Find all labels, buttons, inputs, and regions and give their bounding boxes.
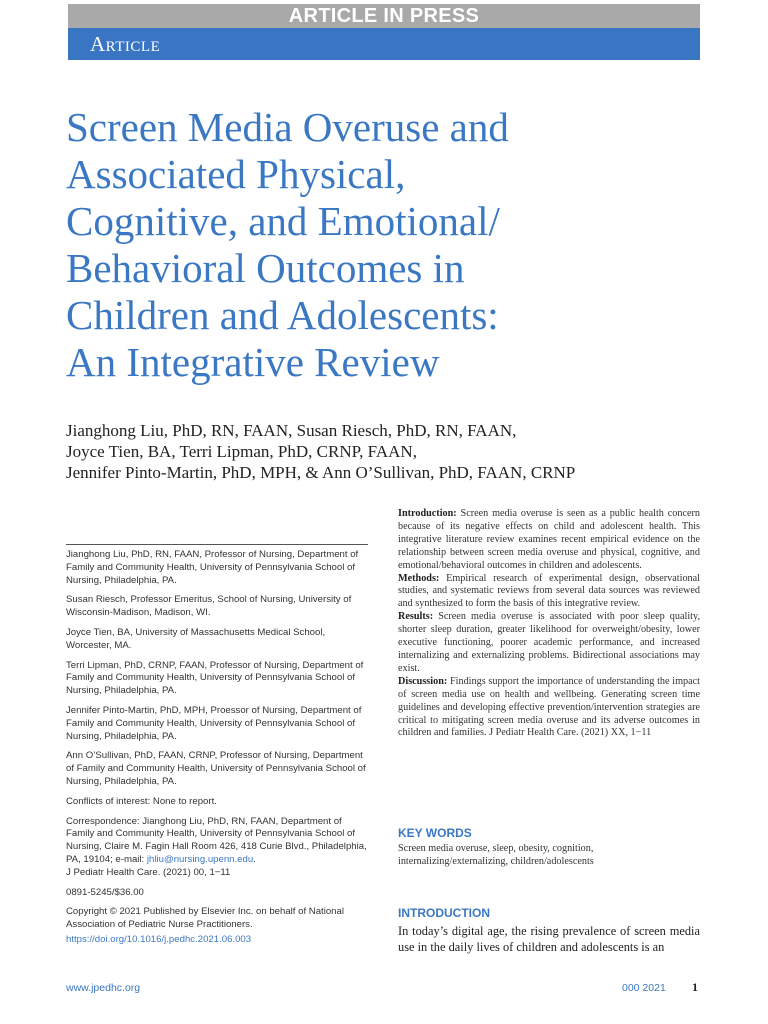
keywords-text: Screen media overuse, sleep, obesity, cognition, internalizing/externalizing, children/adolescents xyxy=(398,843,594,867)
abstract xyxy=(398,508,700,740)
abstract-methods xyxy=(398,573,700,612)
issn: 0891-5245/$36.00 xyxy=(66,886,144,898)
conflicts-note: Conflicts of interest: None to report. xyxy=(66,795,217,807)
title-line: Cognitive, and Emotional/ xyxy=(66,198,500,244)
affiliation: Joyce Tien, BA, University of Massachusetts Medical School, Worcester, MA. xyxy=(66,626,326,651)
title-line: Behavioral Outcomes in xyxy=(66,245,465,291)
correspondence-text: Correspondence: Jianghong Liu, PhD, RN, FAAN, Department of Family and Community Health, University of Pennsylvania School of Nursing, Claire M. Fagin Hall Room 426, 418 Curie Blvd., Philadelphia, PA, 19104; e-mail: xyxy=(66,815,367,865)
abstract-discussion-text: Findings support the importance of understanding the impact of screen media use on health and wellbeing. Generating screen time guidelines and developing effective prevention/intervention strategies are critical to mitigating screen media overuse and its adverse outcomes in children and families. J Pediatr Health Care. (2021) XX, 1−11 xyxy=(398,675,700,739)
press-banner-text: ARTICLE IN PRESS xyxy=(288,5,480,27)
abstract-results-text: Screen media overuse is associated with poor sleep quality, shorter sleep duration, greater likelihood for overweight/obesity, lower executive functioning, poorer academic performance, and increased internalizing and externalizing problems. Bidirectional associations may exist. xyxy=(398,611,700,674)
email-link[interactable]: jhliu@nursing.upenn.edu xyxy=(146,853,254,865)
abstract-results-label: Results: xyxy=(398,611,434,623)
author-line: Jianghong Liu, PhD, RN, FAAN, Susan Riesch, PhD, RN, FAAN, xyxy=(66,421,517,440)
keywords-heading: KEY WORDS xyxy=(398,826,472,840)
issue-date: 000 2021 xyxy=(622,982,666,994)
affiliation: Susan Riesch, Professor Emeritus, School of Nursing, University of Wisconsin-Madison, Madison, WI. xyxy=(66,594,352,619)
title-line: An Integrative Review xyxy=(66,339,440,385)
introduction-text: In today’s digital age, the rising prevalence of screen media use in the daily lives of children and adolescents is an xyxy=(398,924,700,954)
divider xyxy=(66,544,368,545)
author-line: Joyce Tien, BA, Terri Lipman, PhD, CRNP, FAAN, xyxy=(66,442,417,461)
article-in-press-banner xyxy=(68,4,700,28)
affiliation: Terri Lipman, PhD, CRNP, FAAN, Professor of Nursing, Department of Family and Community Health, University of Pennsylvania School of Nursing, Philadelphia, PA. xyxy=(66,659,364,697)
abstract-introduction-text: Screen media overuse is seen as a public health concern because of its negative effects on child and adolescent health. This integrative literature review examines recent empirical evidence on the relationship between screen media overuse and physical, cognitive, and emotional/behavioral outcomes in children and adolescents. xyxy=(398,508,700,571)
page-number: 1 xyxy=(692,980,698,994)
author-notes xyxy=(66,544,372,954)
affiliation: Jianghong Liu, PhD, RN, FAAN, Professor of Nursing, Department of Family and Community Health, University of Pennsylvania School of Nursing, Philadelphia, PA. xyxy=(66,549,359,586)
affiliation: Ann O’Sullivan, PhD, FAAN, CRNP, Professor of Nursing, Department of Family and Community Health, University of Pennsylvania School of Nursing, Philadelphia, PA. xyxy=(66,750,366,787)
abstract-discussion-label: Discussion: xyxy=(398,675,448,687)
author-list xyxy=(66,420,706,483)
affiliation: Jennifer Pinto-Martin, PhD, MPH, Proessor of Nursing, Department of Family and Community Health, University of Pennsylvania School of Nursing, Philadelphia, PA. xyxy=(66,704,362,742)
article-title xyxy=(66,104,686,386)
title-line: Associated Physical, xyxy=(66,151,406,197)
correspondence-end: . xyxy=(253,853,256,865)
journal-citation: J Pediatr Health Care. (2021) 00, 1−11 xyxy=(66,866,231,878)
abstract-introduction-label: Introduction: xyxy=(398,508,457,519)
author-line: Jennifer Pinto-Martin, PhD, MPH, & Ann O’Sullivan, PhD, FAAN, CRNP xyxy=(66,463,576,482)
section-banner xyxy=(68,28,700,60)
correspondence xyxy=(66,816,372,867)
abstract-discussion xyxy=(398,676,700,741)
abstract-results xyxy=(398,611,700,676)
section-label: Article xyxy=(90,32,161,56)
doi-link[interactable]: https://doi.org/10.1016/j.pedhc.2021.06.003 xyxy=(66,933,252,945)
abstract-introduction xyxy=(398,508,700,573)
title-line: Children and Adolescents: xyxy=(66,292,499,338)
copyright: Copyright © 2021 Published by Elsevier Inc. on behalf of National Association of Pediatric Nurse Practitioners. xyxy=(66,906,344,931)
introduction-heading: INTRODUCTION xyxy=(398,906,490,920)
abstract-methods-text: Empirical research of experimental design, observational studies, and systematic reviews from several data sources was reviewed and synthesized to form the basis of this integrative review. xyxy=(398,572,700,610)
title-line: Screen Media Overuse and xyxy=(66,104,509,150)
journal-url-link[interactable]: www.jpedhc.org xyxy=(66,982,141,994)
abstract-methods-label: Methods: xyxy=(398,572,440,584)
